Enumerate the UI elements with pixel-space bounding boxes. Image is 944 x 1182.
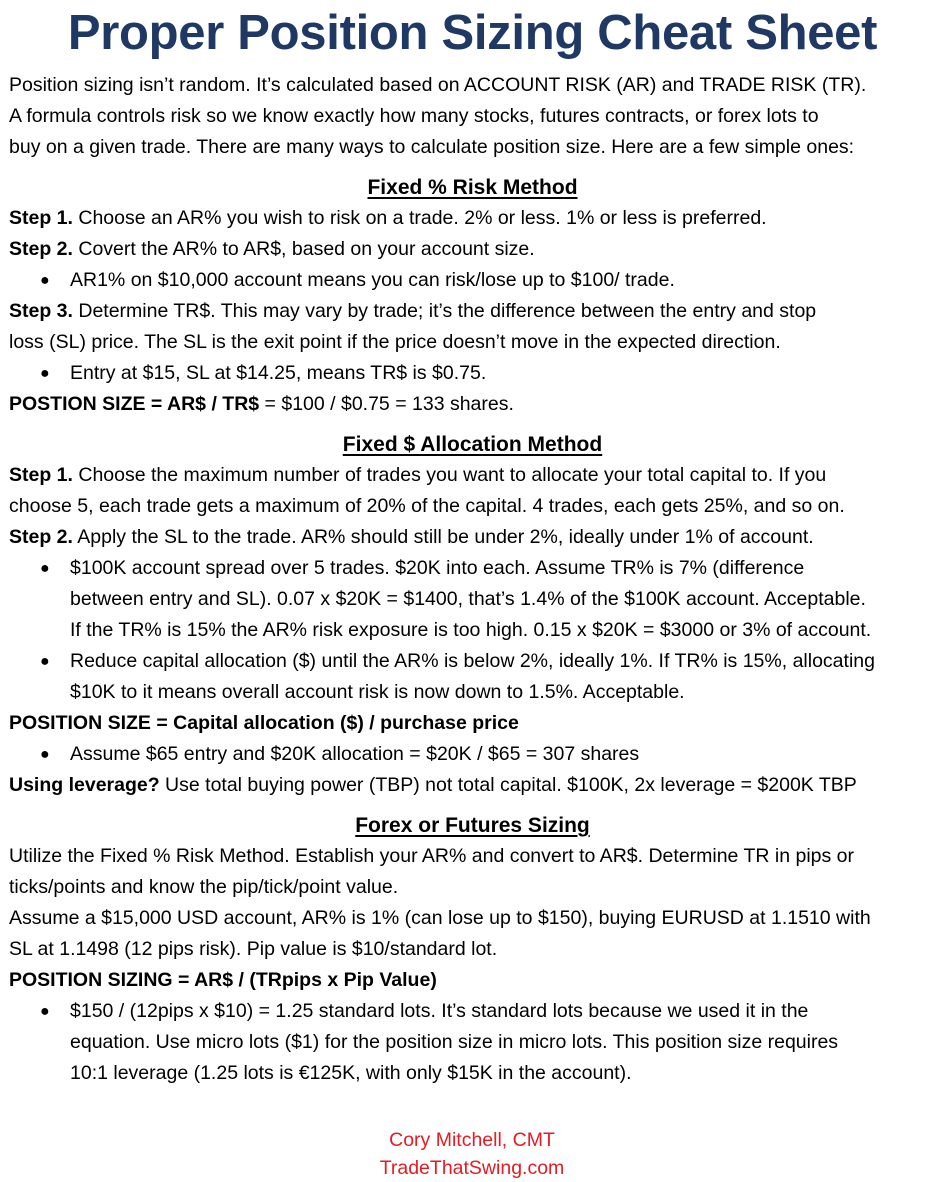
bullet-text: Assume $65 entry and $20K allocation = $20K / $65 = 307 shares	[70, 743, 640, 765]
bullet-text: Entry at $15, SL at $14.25, means TR$ is $0.75.	[70, 362, 487, 384]
bullet-text: AR1% on $10,000 account means you can risk/lose up to $100/ trade.	[70, 269, 675, 291]
formula-label: POSTION SIZE = AR$ / TR$	[9, 393, 260, 415]
leverage-text: Use total buying power (TBP) not total capital. $100K, 2x leverage = $200K TBP	[159, 774, 857, 796]
forex-paragraph-2-line: SL at 1.1498 (12 pips risk). Pip value is $10/standard lot.	[9, 938, 498, 960]
bullet-dot-icon: ●	[40, 560, 50, 577]
step-text: Choose an AR% you wish to risk on a trade. 2% or less. 1% or less is preferred.	[72, 207, 767, 229]
bullet-dot-icon: ●	[40, 1003, 50, 1020]
fixed-alloc-bullet-2	[9, 646, 936, 708]
fixed-risk-formula	[9, 389, 936, 420]
bullet-dot-icon: ●	[40, 272, 50, 289]
fixed-risk-bullet-1	[9, 265, 936, 296]
bullet-text: Reduce capital allocation ($) until the AR% is below 2%, ideally 1%. If TR% is 15%, allocating	[70, 650, 875, 672]
site-credit: TradeThatSwing.com	[379, 1157, 565, 1179]
fixed-alloc-step-2	[9, 522, 936, 553]
formula-label: POSITION SIZE = Capital allocation ($) / purchase price	[9, 712, 519, 734]
fixed-alloc-formula	[9, 708, 936, 739]
bullet-dot-icon: ●	[40, 746, 50, 763]
bullet-text: $100K account spread over 5 trades. $20K into each. Assume TR% is 7% (difference	[70, 557, 805, 579]
intro-line: A formula controls risk so we know exactly how many stocks, futures contracts, or forex lots to	[9, 105, 819, 127]
bullet-dot-icon: ●	[40, 653, 50, 670]
bullet-dot-icon: ●	[40, 365, 50, 382]
forex-bullet-1	[9, 996, 936, 1089]
step-text: Choose the maximum number of trades you want to allocate your total capital to. If you	[72, 464, 827, 486]
step-text: Apply the SL to the trade. AR% should still be under 2%, ideally under 1% of account.	[72, 526, 814, 548]
page-title: Proper Position Sizing Cheat Sheet	[67, 6, 878, 60]
bullet-text: between entry and SL). 0.07 x $20K = $1400, that’s 1.4% of the $100K account. Acceptable.	[70, 588, 866, 610]
forex-paragraph-2-line: Assume a $15,000 USD account, AR% is 1% (can lose up to $150), buying EURUSD at 1.1510 with	[9, 907, 871, 929]
intro-paragraph	[9, 70, 936, 163]
step-text: Covert the AR% to AR$, based on your account size.	[72, 238, 535, 260]
step-label: Step 1.	[9, 464, 73, 486]
fixed-risk-heading	[9, 173, 936, 203]
step-label: Step 2.	[9, 526, 73, 548]
forex-formula	[9, 965, 936, 996]
fixed-alloc-step-1	[9, 460, 936, 491]
bullet-text: equation. Use micro lots ($1) for the position size in micro lots. This position size requires	[70, 1031, 839, 1053]
fixed-risk-step-3-cont: loss (SL) price. The SL is the exit point if the price doesn’t move in the expected direction.	[9, 331, 781, 353]
fixed-risk-step-1	[9, 203, 936, 234]
forex-paragraph-1-line: ticks/points and know the pip/tick/point value.	[9, 876, 399, 898]
fixed-allocation-heading-text: Fixed $ Allocation Method	[342, 433, 603, 456]
step-label: Step 2.	[9, 238, 73, 260]
bullet-text: $150 / (12pips x $10) = 1.25 standard lots. It’s standard lots because we used it in the	[70, 1000, 809, 1022]
step-label: Step 3.	[9, 300, 73, 322]
intro-line: Position sizing isn’t random. It’s calculated based on ACCOUNT RISK (AR) and TRADE RISK (TR).	[9, 74, 867, 96]
formula-label: POSITION SIZING = AR$ / (TRpips x Pip Value)	[9, 969, 437, 991]
fixed-risk-heading-text: Fixed % Risk Method	[367, 176, 578, 199]
forex-paragraph-1-line: Utilize the Fixed % Risk Method. Establish your AR% and convert to AR$. Determine TR in pips or	[9, 845, 855, 867]
forex-heading	[9, 811, 936, 841]
fixed-alloc-step-1-cont: choose 5, each trade gets a maximum of 20% of the capital. 4 trades, each gets 25%, and so on.	[9, 495, 845, 517]
step-text: Determine TR$. This may vary by trade; it’s the difference between the entry and stop	[72, 300, 817, 322]
bullet-text: If the TR% is 15% the AR% risk exposure is too high. 0.15 x $20K = $3000 or 3% of account.	[70, 619, 872, 641]
fixed-alloc-bullet-1	[9, 553, 936, 646]
fixed-allocation-heading	[9, 430, 936, 460]
leverage-note	[9, 770, 936, 801]
step-label: Step 1.	[9, 207, 73, 229]
forex-heading-text: Forex or Futures Sizing	[355, 814, 590, 837]
bullet-text: 10:1 leverage (1.25 lots is €125K, with only $15K in the account).	[70, 1062, 632, 1084]
formula-text: = $100 / $0.75 = 133 shares.	[259, 393, 514, 415]
fixed-risk-step-2	[9, 234, 936, 265]
bullet-text: $10K to it means overall account risk is now down to 1.5%. Acceptable.	[70, 681, 685, 703]
fixed-risk-step-3	[9, 296, 936, 327]
author-credit: Cory Mitchell, CMT	[389, 1129, 555, 1151]
leverage-label: Using leverage?	[9, 774, 160, 796]
fixed-alloc-bullet-3	[9, 739, 936, 770]
intro-line: buy on a given trade. There are many ways to calculate position size. Here are a few simple ones:	[9, 136, 855, 158]
fixed-risk-bullet-2	[9, 358, 936, 389]
